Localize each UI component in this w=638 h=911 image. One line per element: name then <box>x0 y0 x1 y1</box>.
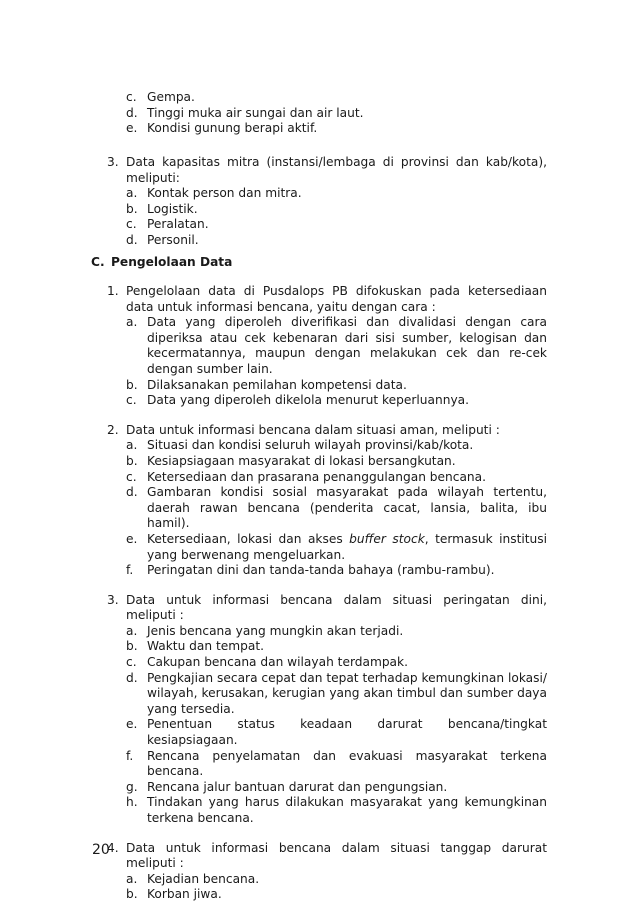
list-text: Kejadian bencana. <box>147 871 260 886</box>
section-c-list <box>107 284 547 903</box>
list-text: Personil. <box>147 232 199 247</box>
list-item <box>126 438 547 454</box>
list-text: Kondisi gunung berapi aktif. <box>147 121 318 136</box>
list-marker: d. <box>126 232 138 247</box>
list-marker: c. <box>126 393 137 408</box>
list-item <box>107 423 547 439</box>
list-item <box>126 106 546 122</box>
list-text: Data untuk informasi bencana dalam situasi aman, meliputi : <box>126 422 500 437</box>
list-marker: b. <box>126 639 138 654</box>
list-text: Pengkajian secara cepat dan tepat terhadap kemungkinan lokasi/ wilayah, kerusakan, kerugian yang akan timbul dan sumber daya yang tersedia. <box>147 670 547 716</box>
list-item <box>126 470 547 486</box>
list-marker: 1. <box>107 284 119 298</box>
list-marker: 3. <box>107 155 119 169</box>
list-item <box>126 655 547 671</box>
list-text: Tinggi muka air sungai dan air laut. <box>147 105 364 120</box>
list-marker: 2. <box>107 422 119 437</box>
numbered-item-3 <box>107 155 547 249</box>
list-text: Gambaran kondisi sosial masyarakat pada wilayah tertentu, daerah rawan bencana (penderita cacat, lansia, balita, ibu hamil). <box>147 485 547 531</box>
list-text: Data untuk informasi bencana dalam situasi peringatan dini, meliputi : <box>126 592 547 623</box>
list-marker: b. <box>126 201 138 216</box>
list-item <box>126 90 546 106</box>
list-text: Ketersediaan dan prasarana penanggulangan bencana. <box>147 469 486 484</box>
list-text: Kesiapsiagaan masyarakat di lokasi bersangkutan. <box>147 453 456 468</box>
list-text: Situasi dan kondisi seluruh wilayah provinsi/kab/kota. <box>147 438 474 453</box>
list-marker: e. <box>126 531 138 546</box>
list-item <box>126 887 547 903</box>
list-text: Peringatan dini dan tanda-tanda bahaya (rambu-rambu). <box>147 563 495 578</box>
list-item <box>126 202 547 218</box>
list-text: Kontak person dan mitra. <box>147 186 302 201</box>
list-marker: e. <box>126 717 138 732</box>
section-marker: C. <box>91 255 105 269</box>
list-text: Waktu dan tempat. <box>147 639 264 654</box>
list-marker: b. <box>126 377 138 392</box>
list-item <box>126 563 547 579</box>
list-item <box>107 841 547 872</box>
top-sublist <box>126 90 546 137</box>
list-text: Dilaksanakan pemilahan kompetensi data. <box>147 377 407 392</box>
list-marker: 3. <box>107 592 119 607</box>
list-item <box>126 315 547 377</box>
text-segment: , termasuk institusi yang berwenang mengeluarkan. <box>147 531 547 562</box>
text-segment: Ketersediaan, lokasi dan akses <box>147 531 350 546</box>
list-text: Penentuan status keadaan darurat bencana/tingkat kesiapsiagaan. <box>147 717 547 748</box>
list-item <box>126 872 547 888</box>
list-text: Data yang diperoleh diverifikasi dan divalidasi dengan cara diperiksa atau cek kebenaran dari sisi sumber, kelogisan dan kecermatannya, maupun dengan melakukan cek dan re-cek dengan sumber lain. <box>147 315 547 376</box>
list-item <box>107 155 547 186</box>
list-item <box>126 485 547 532</box>
list-marker: c. <box>126 469 137 484</box>
list-item <box>126 217 547 233</box>
section-heading <box>91 255 411 271</box>
list-item <box>126 639 547 655</box>
list-text: Data untuk informasi bencana dalam situasi tanggap darurat meliputi : <box>126 840 547 871</box>
list-item <box>126 186 547 202</box>
list-item <box>126 749 547 780</box>
list-marker: f. <box>126 748 134 763</box>
list-marker: g. <box>126 779 138 794</box>
list-item <box>126 378 547 394</box>
list-text: Rencana penyelamatan dan evakuasi masyarakat terkena bencana. <box>147 748 547 779</box>
list-marker: b. <box>126 453 138 468</box>
list-item <box>126 717 547 748</box>
list-text: Korban jiwa. <box>147 887 222 902</box>
list-item <box>126 624 547 640</box>
list-item <box>107 284 547 315</box>
list-marker: d. <box>126 105 138 120</box>
list-marker: f. <box>126 563 134 578</box>
list-marker: a. <box>126 186 138 201</box>
list-text: Gempa. <box>147 90 195 104</box>
list-item <box>126 532 547 563</box>
list-text: Cakupan bencana dan wilayah terdampak. <box>147 655 408 670</box>
list-text: Data kapasitas mitra (instansi/lembaga di provinsi dan kab/kota), meliputi: <box>126 155 547 185</box>
list-text: Peralatan. <box>147 217 209 232</box>
list-marker: c. <box>126 655 137 670</box>
list-item <box>126 671 547 718</box>
list-item <box>107 593 547 624</box>
list-marker: h. <box>126 795 138 810</box>
list-text: Tindakan yang harus dilakukan masyarakat yang kemungkinan terkena bencana. <box>147 795 547 825</box>
emphasized-term: buffer stock <box>349 531 425 546</box>
list-item <box>126 795 547 826</box>
list-marker: a. <box>126 623 138 638</box>
list-marker: e. <box>126 121 138 136</box>
list-marker: b. <box>126 887 138 902</box>
page-number: 20 <box>92 842 110 858</box>
list-marker: a. <box>126 871 138 886</box>
list-text: Logistik. <box>147 201 198 216</box>
list-item <box>126 121 546 137</box>
list-marker: c. <box>126 90 137 104</box>
list-text <box>147 532 547 563</box>
list-marker: d. <box>126 485 138 500</box>
list-item <box>126 780 547 796</box>
list-marker: a. <box>126 438 138 453</box>
list-item <box>126 454 547 470</box>
list-text: Jenis bencana yang mungkin akan terjadi. <box>147 623 404 638</box>
section-title: Pengelolaan Data <box>111 255 233 269</box>
list-marker: c. <box>126 217 137 232</box>
list-text: Pengelolaan data di Pusdalops PB difokuskan pada ketersediaan data untuk informasi bencana, yaitu dengan cara : <box>126 284 547 314</box>
list-text: Data yang diperoleh dikelola menurut keperluannya. <box>147 393 469 408</box>
list-item <box>126 393 547 409</box>
list-marker: a. <box>126 315 138 330</box>
list-marker: 4. <box>107 840 119 855</box>
list-marker: d. <box>126 670 138 685</box>
list-item <box>126 233 547 249</box>
list-text: Rencana jalur bantuan darurat dan pengungsian. <box>147 779 448 794</box>
